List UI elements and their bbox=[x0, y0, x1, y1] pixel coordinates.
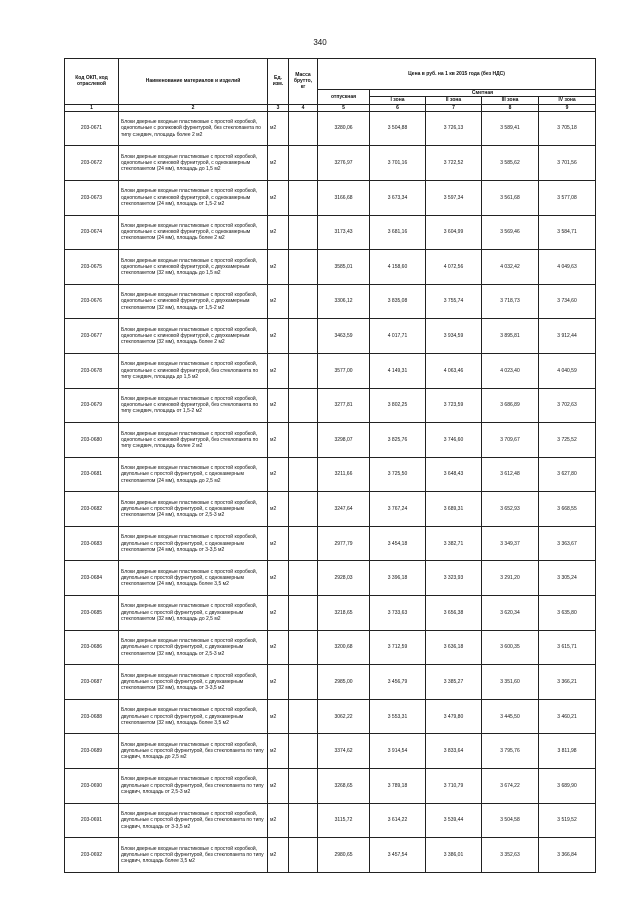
cell-zone1-price: 4 017,71 bbox=[370, 319, 426, 354]
cell-sale-price: 3306,12 bbox=[318, 284, 370, 319]
cell-mass bbox=[289, 665, 318, 700]
column-number: 3 bbox=[268, 104, 289, 111]
cell-code: 203-0684 bbox=[65, 561, 119, 596]
cell-zone4-price: 3 577,08 bbox=[539, 180, 596, 215]
cell-name: Блоки дверные входные пластиковые с простой коробкой, двупольные с простой фурнитурой, без стеклопакета по типу сэндвич, площадь от 3-3,5 м2 bbox=[119, 803, 268, 838]
cell-code: 203-0688 bbox=[65, 699, 119, 734]
cell-code: 203-0676 bbox=[65, 284, 119, 319]
cell-zone4-price: 3 519,52 bbox=[539, 803, 596, 838]
column-number: 4 bbox=[289, 104, 318, 111]
header-zone-4: IV зона bbox=[539, 97, 596, 104]
column-number: 7 bbox=[426, 104, 482, 111]
header-zone-2: II зона bbox=[426, 97, 482, 104]
cell-zone1-price: 3 802,25 bbox=[370, 388, 426, 423]
cell-name: Блоки дверные входные пластиковые с простой коробкой, двупольные с простой фурнитурой, с однокамерным стеклопакетом (24 мм), площадь более 3,5 м2 bbox=[119, 561, 268, 596]
table-row bbox=[65, 353, 596, 388]
header-zone-3: III зона bbox=[482, 97, 539, 104]
cell-zone2-price: 3 636,18 bbox=[426, 630, 482, 665]
cell-zone1-price: 4 149,31 bbox=[370, 353, 426, 388]
cell-zone2-price: 3 597,34 bbox=[426, 180, 482, 215]
cell-code: 203-0687 bbox=[65, 665, 119, 700]
cell-zone1-price: 3 733,63 bbox=[370, 596, 426, 631]
cell-unit: м2 bbox=[268, 734, 289, 769]
cell-unit: м2 bbox=[268, 630, 289, 665]
cell-name: Блоки дверные входные пластиковые с простой коробкой, однопольные с роликовой фурнитурой, без стеклопакета по типу сэндвич, площадь более 2 м2 bbox=[119, 111, 268, 146]
cell-name: Блоки дверные входные пластиковые с простой коробкой, двупольные с простой фурнитурой, без стеклопакета по типу сэндвич, площадь от 2,5-3 м2 bbox=[119, 769, 268, 804]
cell-zone3-price: 3 349,37 bbox=[482, 526, 539, 561]
cell-sale-price: 3115,72 bbox=[318, 803, 370, 838]
cell-sale-price: 3585,01 bbox=[318, 250, 370, 285]
cell-name: Блоки дверные входные пластиковые с простой коробкой, двупольные с простой фурнитурой, с двухкамерным стеклопакетом (32 мм), площадь от 3-3,5 м2 bbox=[119, 665, 268, 700]
cell-code: 203-0682 bbox=[65, 492, 119, 527]
cell-unit: м2 bbox=[268, 596, 289, 631]
header-unit: Ед. изм. bbox=[268, 59, 289, 105]
cell-zone2-price: 3 723,59 bbox=[426, 388, 482, 423]
cell-name: Блоки дверные входные пластиковые с простой коробкой, однопольные с клиновой фурнитурой, с двухкамерным стеклопакетом (32 мм), площадь от 1,5-2 м2 bbox=[119, 284, 268, 319]
cell-zone1-price: 3 725,50 bbox=[370, 457, 426, 492]
cell-sale-price: 2985,00 bbox=[318, 665, 370, 700]
cell-zone2-price: 3 385,27 bbox=[426, 665, 482, 700]
cell-zone1-price: 3 835,08 bbox=[370, 284, 426, 319]
cell-unit: м2 bbox=[268, 803, 289, 838]
cell-unit: м2 bbox=[268, 319, 289, 354]
table-row bbox=[65, 111, 596, 146]
table-row bbox=[65, 803, 596, 838]
cell-unit: м2 bbox=[268, 492, 289, 527]
cell-zone1-price: 4 158,60 bbox=[370, 250, 426, 285]
cell-zone2-price: 3 726,13 bbox=[426, 111, 482, 146]
cell-mass bbox=[289, 423, 318, 458]
cell-zone4-price: 3 615,71 bbox=[539, 630, 596, 665]
cell-mass bbox=[289, 630, 318, 665]
cell-code: 203-0690 bbox=[65, 769, 119, 804]
cell-mass bbox=[289, 492, 318, 527]
cell-zone3-price: 3 504,58 bbox=[482, 803, 539, 838]
cell-name: Блоки дверные входные пластиковые с простой коробкой, двупольные с простой фурнитурой, с однокамерным стеклопакетом (24 мм), площадь до 2,5 м2 bbox=[119, 457, 268, 492]
cell-unit: м2 bbox=[268, 215, 289, 250]
cell-name: Блоки дверные входные пластиковые с простой коробкой, двупольные с простой фурнитурой, с однокамерным стеклопакетом (24 мм), площадь от 3-3,5 м2 bbox=[119, 526, 268, 561]
page-number: 340 bbox=[313, 38, 327, 47]
cell-zone3-price: 3 795,76 bbox=[482, 734, 539, 769]
cell-zone3-price: 3 291,20 bbox=[482, 561, 539, 596]
cell-sale-price: 3577,00 bbox=[318, 353, 370, 388]
cell-zone3-price: 3 674,22 bbox=[482, 769, 539, 804]
cell-zone4-price: 3 366,21 bbox=[539, 665, 596, 700]
cell-sale-price: 3268,65 bbox=[318, 769, 370, 804]
cell-code: 203-0686 bbox=[65, 630, 119, 665]
cell-mass bbox=[289, 699, 318, 734]
cell-name: Блоки дверные входные пластиковые с простой коробкой, однопольные с клиновой фурнитурой, с однокамерным стеклопакетом (24 мм), площадь более 2 м2 bbox=[119, 215, 268, 250]
cell-zone1-price: 3 789,18 bbox=[370, 769, 426, 804]
cell-zone2-price: 3 722,52 bbox=[426, 146, 482, 181]
cell-zone1-price: 3 504,88 bbox=[370, 111, 426, 146]
cell-name: Блоки дверные входные пластиковые с простой коробкой, однопольные с клиновой фурнитурой, без стеклопакета по типу сэндвич, площадь более 2 м2 bbox=[119, 423, 268, 458]
column-number: 9 bbox=[539, 104, 596, 111]
cell-name: Блоки дверные входные пластиковые с простой коробкой, однопольные с клиновой фурнитурой, с однокамерным стеклопакетом (24 мм), площадь от 1,5-2 м2 bbox=[119, 180, 268, 215]
cell-zone4-price: 3 701,56 bbox=[539, 146, 596, 181]
table-row bbox=[65, 180, 596, 215]
cell-name: Блоки дверные входные пластиковые с простой коробкой, двупольные с простой фурнитурой, с двухкамерным стеклопакетом (32 мм), площадь более 3,5 м2 bbox=[119, 699, 268, 734]
cell-zone3-price: 3 351,60 bbox=[482, 665, 539, 700]
cell-zone3-price: 3 600,35 bbox=[482, 630, 539, 665]
cell-zone4-price: 3 584,71 bbox=[539, 215, 596, 250]
cell-code: 203-0678 bbox=[65, 353, 119, 388]
cell-mass bbox=[289, 734, 318, 769]
cell-zone4-price: 3 627,80 bbox=[539, 457, 596, 492]
table-row bbox=[65, 146, 596, 181]
table-row bbox=[65, 699, 596, 734]
cell-sale-price: 3374,62 bbox=[318, 734, 370, 769]
cell-zone3-price: 4 023,40 bbox=[482, 353, 539, 388]
cell-sale-price: 2977,79 bbox=[318, 526, 370, 561]
cell-zone2-price: 3 323,93 bbox=[426, 561, 482, 596]
cell-code: 203-0672 bbox=[65, 146, 119, 181]
cell-zone4-price: 3 689,90 bbox=[539, 769, 596, 804]
cell-zone2-price: 3 746,60 bbox=[426, 423, 482, 458]
cell-zone1-price: 3 396,18 bbox=[370, 561, 426, 596]
cell-zone3-price: 3 561,68 bbox=[482, 180, 539, 215]
cell-zone3-price: 3 585,62 bbox=[482, 146, 539, 181]
cell-sale-price: 3166,68 bbox=[318, 180, 370, 215]
cell-zone4-price: 3 635,80 bbox=[539, 596, 596, 631]
cell-name: Блоки дверные входные пластиковые с простой коробкой, однопольные с клиновой фурнитурой, с двухкамерным стеклопакетом (32 мм), площадь до 1,5 м2 bbox=[119, 250, 268, 285]
cell-unit: м2 bbox=[268, 526, 289, 561]
table-row bbox=[65, 388, 596, 423]
cell-zone4-price: 3 460,21 bbox=[539, 699, 596, 734]
cell-zone4-price: 3 305,24 bbox=[539, 561, 596, 596]
column-number: 5 bbox=[318, 104, 370, 111]
table-row bbox=[65, 492, 596, 527]
cell-mass bbox=[289, 319, 318, 354]
cell-zone2-price: 3 479,80 bbox=[426, 699, 482, 734]
cell-zone4-price: 3 668,55 bbox=[539, 492, 596, 527]
column-number: 6 bbox=[370, 104, 426, 111]
cell-mass bbox=[289, 803, 318, 838]
cell-zone1-price: 3 457,54 bbox=[370, 838, 426, 873]
cell-zone1-price: 3 767,24 bbox=[370, 492, 426, 527]
cell-unit: м2 bbox=[268, 699, 289, 734]
cell-name: Блоки дверные входные пластиковые с простой коробкой, двупольные с простой фурнитурой, с двухкамерным стеклопакетом (32 мм), площадь от 2,5-3 м2 bbox=[119, 630, 268, 665]
cell-mass bbox=[289, 215, 318, 250]
cell-unit: м2 bbox=[268, 838, 289, 873]
cell-sale-price: 3463,59 bbox=[318, 319, 370, 354]
header-name: Наименование материалов и изделий bbox=[119, 59, 268, 105]
cell-unit: м2 bbox=[268, 769, 289, 804]
cell-name: Блоки дверные входные пластиковые с простой коробкой, однопольные с клиновой фурнитурой, без стеклопакета по типу сэндвич, площадь от 1,5-2 м2 bbox=[119, 388, 268, 423]
cell-zone2-price: 4 063,46 bbox=[426, 353, 482, 388]
header-mass: Масса брутто, кг bbox=[289, 59, 318, 105]
cell-zone1-price: 3 614,22 bbox=[370, 803, 426, 838]
cell-code: 203-0675 bbox=[65, 250, 119, 285]
cell-zone3-price: 3 652,93 bbox=[482, 492, 539, 527]
cell-zone1-price: 3 673,34 bbox=[370, 180, 426, 215]
cell-sale-price: 3062,22 bbox=[318, 699, 370, 734]
column-number: 2 bbox=[119, 104, 268, 111]
header-sale: отпускная bbox=[318, 90, 370, 105]
cell-name: Блоки дверные входные пластиковые с простой коробкой, двупольные с простой фурнитурой, без стеклопакета по типу сэндвич, площадь до 2,5 м2 bbox=[119, 734, 268, 769]
cell-name: Блоки дверные входные пластиковые с простой коробкой, двупольные с простой фурнитурой, с однокамерным стеклопакетом (24 мм), площадь от 2,5-3 м2 bbox=[119, 492, 268, 527]
cell-unit: м2 bbox=[268, 457, 289, 492]
cell-zone1-price: 3 701,16 bbox=[370, 146, 426, 181]
cell-mass bbox=[289, 353, 318, 388]
cell-sale-price: 2928,03 bbox=[318, 561, 370, 596]
column-number: 1 bbox=[65, 104, 119, 111]
cell-mass bbox=[289, 111, 318, 146]
cell-zone1-price: 3 914,54 bbox=[370, 734, 426, 769]
cell-zone1-price: 3 553,31 bbox=[370, 699, 426, 734]
cell-zone3-price: 3 718,73 bbox=[482, 284, 539, 319]
cell-sale-price: 3200,68 bbox=[318, 630, 370, 665]
cell-unit: м2 bbox=[268, 180, 289, 215]
cell-mass bbox=[289, 388, 318, 423]
cell-mass bbox=[289, 250, 318, 285]
cell-code: 203-0673 bbox=[65, 180, 119, 215]
cell-zone4-price: 3 702,63 bbox=[539, 388, 596, 423]
cell-zone4-price: 3 811,98 bbox=[539, 734, 596, 769]
cell-mass bbox=[289, 561, 318, 596]
cell-zone1-price: 3 825,76 bbox=[370, 423, 426, 458]
cell-zone3-price: 3 686,89 bbox=[482, 388, 539, 423]
table-row bbox=[65, 561, 596, 596]
cell-name: Блоки дверные входные пластиковые с простой коробкой, однопольные с клиновой фурнитурой, с однокамерным стеклопакетом (24 мм), площадь до 1,5 м2 bbox=[119, 146, 268, 181]
cell-zone3-price: 3 445,50 bbox=[482, 699, 539, 734]
header-estimate: Сметная bbox=[370, 90, 596, 97]
cell-zone3-price: 3 589,41 bbox=[482, 111, 539, 146]
cell-code: 203-0679 bbox=[65, 388, 119, 423]
cell-unit: м2 bbox=[268, 111, 289, 146]
cell-zone3-price: 3 895,81 bbox=[482, 319, 539, 354]
cell-zone2-price: 3 755,74 bbox=[426, 284, 482, 319]
cell-code: 203-0689 bbox=[65, 734, 119, 769]
cell-code: 203-0681 bbox=[65, 457, 119, 492]
table-row bbox=[65, 215, 596, 250]
cell-mass bbox=[289, 457, 318, 492]
cell-name: Блоки дверные входные пластиковые с простой коробкой, двупольные с простой фурнитурой, без стеклопакета по типу сэндвич, площадь более 3,5 м2 bbox=[119, 838, 268, 873]
table-row bbox=[65, 250, 596, 285]
table-body bbox=[65, 111, 596, 872]
cell-mass bbox=[289, 596, 318, 631]
cell-zone3-price: 4 032,42 bbox=[482, 250, 539, 285]
cell-unit: м2 bbox=[268, 423, 289, 458]
cell-zone4-price: 3 734,60 bbox=[539, 284, 596, 319]
cell-zone1-price: 3 712,59 bbox=[370, 630, 426, 665]
cell-zone1-price: 3 681,16 bbox=[370, 215, 426, 250]
cell-zone2-price: 3 386,01 bbox=[426, 838, 482, 873]
cell-zone1-price: 3 454,18 bbox=[370, 526, 426, 561]
cell-code: 203-0691 bbox=[65, 803, 119, 838]
cell-zone4-price: 3 725,52 bbox=[539, 423, 596, 458]
cell-mass bbox=[289, 146, 318, 181]
cell-zone3-price: 3 352,63 bbox=[482, 838, 539, 873]
cell-mass bbox=[289, 180, 318, 215]
table-row bbox=[65, 284, 596, 319]
table-row bbox=[65, 838, 596, 873]
cell-name: Блоки дверные входные пластиковые с простой коробкой, однопольные с клиновой фурнитурой, без стеклопакета по типу сэндвич, площадь до 1,5 м2 bbox=[119, 353, 268, 388]
cell-zone2-price: 3 656,38 bbox=[426, 596, 482, 631]
cell-zone2-price: 3 604,99 bbox=[426, 215, 482, 250]
cell-mass bbox=[289, 838, 318, 873]
cell-sale-price: 3218,65 bbox=[318, 596, 370, 631]
cell-sale-price: 3247,64 bbox=[318, 492, 370, 527]
table-row bbox=[65, 596, 596, 631]
table-row bbox=[65, 734, 596, 769]
cell-zone4-price: 3 366,84 bbox=[539, 838, 596, 873]
price-table bbox=[64, 58, 596, 873]
cell-sale-price: 3298,07 bbox=[318, 423, 370, 458]
cell-zone3-price: 3 709,67 bbox=[482, 423, 539, 458]
table-row bbox=[65, 457, 596, 492]
cell-zone4-price: 3 705,18 bbox=[539, 111, 596, 146]
table-row bbox=[65, 526, 596, 561]
cell-zone3-price: 3 620,34 bbox=[482, 596, 539, 631]
cell-sale-price: 2980,65 bbox=[318, 838, 370, 873]
cell-zone2-price: 3 648,43 bbox=[426, 457, 482, 492]
cell-code: 203-0674 bbox=[65, 215, 119, 250]
header-code: Код ОКП, код отраслевой bbox=[65, 59, 119, 105]
cell-code: 203-0671 bbox=[65, 111, 119, 146]
cell-zone2-price: 4 072,56 bbox=[426, 250, 482, 285]
table-row bbox=[65, 319, 596, 354]
table-row bbox=[65, 769, 596, 804]
cell-sale-price: 3276,97 bbox=[318, 146, 370, 181]
cell-mass bbox=[289, 526, 318, 561]
table-row bbox=[65, 665, 596, 700]
cell-unit: м2 bbox=[268, 250, 289, 285]
table-row bbox=[65, 423, 596, 458]
cell-unit: м2 bbox=[268, 388, 289, 423]
cell-mass bbox=[289, 284, 318, 319]
cell-unit: м2 bbox=[268, 284, 289, 319]
cell-zone3-price: 3 569,46 bbox=[482, 215, 539, 250]
cell-code: 203-0685 bbox=[65, 596, 119, 631]
cell-unit: м2 bbox=[268, 353, 289, 388]
cell-name: Блоки дверные входные пластиковые с простой коробкой, двупольные с простой фурнитурой, с двухкамерным стеклопакетом (32 мм), площадь до 2,5 м2 bbox=[119, 596, 268, 631]
cell-sale-price: 3211,66 bbox=[318, 457, 370, 492]
cell-zone2-price: 3 833,64 bbox=[426, 734, 482, 769]
cell-zone2-price: 3 689,31 bbox=[426, 492, 482, 527]
cell-sale-price: 3173,43 bbox=[318, 215, 370, 250]
cell-zone2-price: 3 539,44 bbox=[426, 803, 482, 838]
cell-code: 203-0692 bbox=[65, 838, 119, 873]
column-number: 8 bbox=[482, 104, 539, 111]
header-price-group: Цена в руб. на 1 кв 2015 года (без НДС) bbox=[318, 59, 596, 90]
cell-unit: м2 bbox=[268, 665, 289, 700]
cell-zone4-price: 3 912,44 bbox=[539, 319, 596, 354]
cell-zone3-price: 3 612,48 bbox=[482, 457, 539, 492]
cell-zone4-price: 4 040,59 bbox=[539, 353, 596, 388]
cell-sale-price: 3280,06 bbox=[318, 111, 370, 146]
cell-name: Блоки дверные входные пластиковые с простой коробкой, однопольные с клиновой фурнитурой, с двухкамерным стеклопакетом (32 мм), площадь более 2 м2 bbox=[119, 319, 268, 354]
cell-sale-price: 3277,81 bbox=[318, 388, 370, 423]
cell-zone2-price: 3 710,79 bbox=[426, 769, 482, 804]
table-row bbox=[65, 630, 596, 665]
cell-zone1-price: 3 456,79 bbox=[370, 665, 426, 700]
header-zone-1: I зона bbox=[370, 97, 426, 104]
cell-zone2-price: 3 934,59 bbox=[426, 319, 482, 354]
cell-zone2-price: 3 382,71 bbox=[426, 526, 482, 561]
cell-code: 203-0683 bbox=[65, 526, 119, 561]
cell-code: 203-0677 bbox=[65, 319, 119, 354]
cell-unit: м2 bbox=[268, 561, 289, 596]
cell-zone4-price: 4 049,63 bbox=[539, 250, 596, 285]
cell-unit: м2 bbox=[268, 146, 289, 181]
cell-mass bbox=[289, 769, 318, 804]
cell-code: 203-0680 bbox=[65, 423, 119, 458]
cell-zone4-price: 3 363,67 bbox=[539, 526, 596, 561]
